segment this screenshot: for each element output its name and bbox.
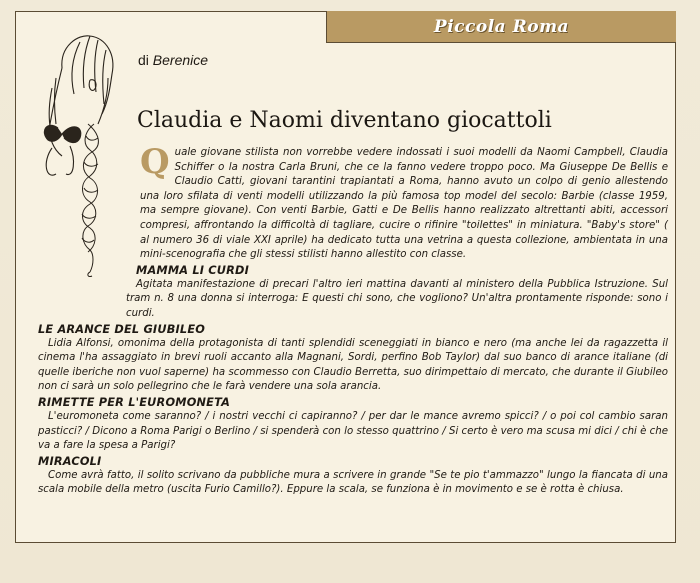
- section-heading: MIRACOLI: [38, 454, 102, 468]
- section-heading: MAMMA LI CURDI: [136, 263, 250, 277]
- section-miracoli: [38, 455, 668, 498]
- lead-paragraph: [140, 142, 668, 263]
- section-header: [326, 11, 676, 43]
- section-text: L'euromoneta come saranno? / i nostri vecchi ci capiranno? / per dar le mance avremo spicci? / o poi col cambio saran pasticci? / Dicono a Roma Parigi o Berlino / si spenderà con lo stesso quattrino / Si certo è vero ma scusa mi dici / chi è che va a fare la spesa a Parigi?: [38, 410, 668, 452]
- lead-text: uale giovane stilista non vorrebbe vedere indossati i suoi modelli da Naomi Campbell, Claudia Schiffer o la nostra Carla Bruni, che ce la fanno vedere troppo poco. Ma Giuseppe De Bellis e Claudio Catti, giovani tarantini trapiantati a Roma, hanno avuto un colpo di genio allestendo una loro sfilata di venti modelli utilizzando la più famosa top model del secolo: Barbie (classe 1959, ma sempre giovane). Con venti Barbie, Gatti e De Bellis hanno realizzato altrettanti abiti, accessori compresi, affrontando la difficoltà di tagliare, cucire o rifinire "toilettes" in miniatura. "Baby's store" ( al numero 36 di viale XXI aprile) ha dedicato tutta una vetrina a questa collezione, ambientata in una mini-scenografia che gli stessi stilisti hanno allestito con classe.: [140, 147, 668, 261]
- byline: [138, 52, 208, 68]
- byline-prefix: di: [138, 52, 149, 68]
- section-rimette-per-l-euromoneta: [38, 396, 668, 454]
- section-mamma-li-curdi: [38, 264, 668, 322]
- section-title: Piccola Roma: [433, 16, 570, 37]
- section-heading: LE ARANCE DEL GIUBILEO: [38, 322, 206, 336]
- section-text: Agitata manifestazione di precari l'altro ieri mattina davanti al ministero della Pubblica Istruzione. Sul tram n. 8 una donna si interroga: E questi chi sono, che vogliono? Un'altra prontamente risponde: sono i curdi.: [126, 278, 668, 319]
- section-text: Lidia Alfonsi, omonima della protagonista di tanti splendidi sceneggiati in bianco e nero (ma anche lei da ragazzetta il cinema l'ha assaggiato in brevi ruoli accanto alla Magnani, Sordi, perfino Bob Taylor) dal suo banco di arance italiane (di quelle iberiche non vuol saperne) ha scommesso con Claudio Berretta, suo dirimpettaio di mercato, che durante il Giubileo non ci sarà un solo pellegrino che le farà vendere una sola arancia.: [38, 337, 668, 393]
- drop-cap: Q: [140, 142, 170, 182]
- byline-author: Berenice: [152, 52, 209, 68]
- section-text: Come avrà fatto, il solito scrivano da pubbliche mura a scrivere in grande "Se te pio t'ammazzo" lungo la fiancata di una scala mobile della metro (uscita Furio Camillo?). Eppure la scala, se funziona è in movimento e se è rotta è chiusa.: [38, 469, 668, 496]
- section-heading: RIMETTE PER L'EUROMONETA: [38, 395, 231, 409]
- section-le-arance-del-giubileo: [38, 323, 668, 395]
- article-body: [38, 142, 668, 498]
- article-headline: Claudia e Naomi diventano giocattoli: [137, 108, 552, 133]
